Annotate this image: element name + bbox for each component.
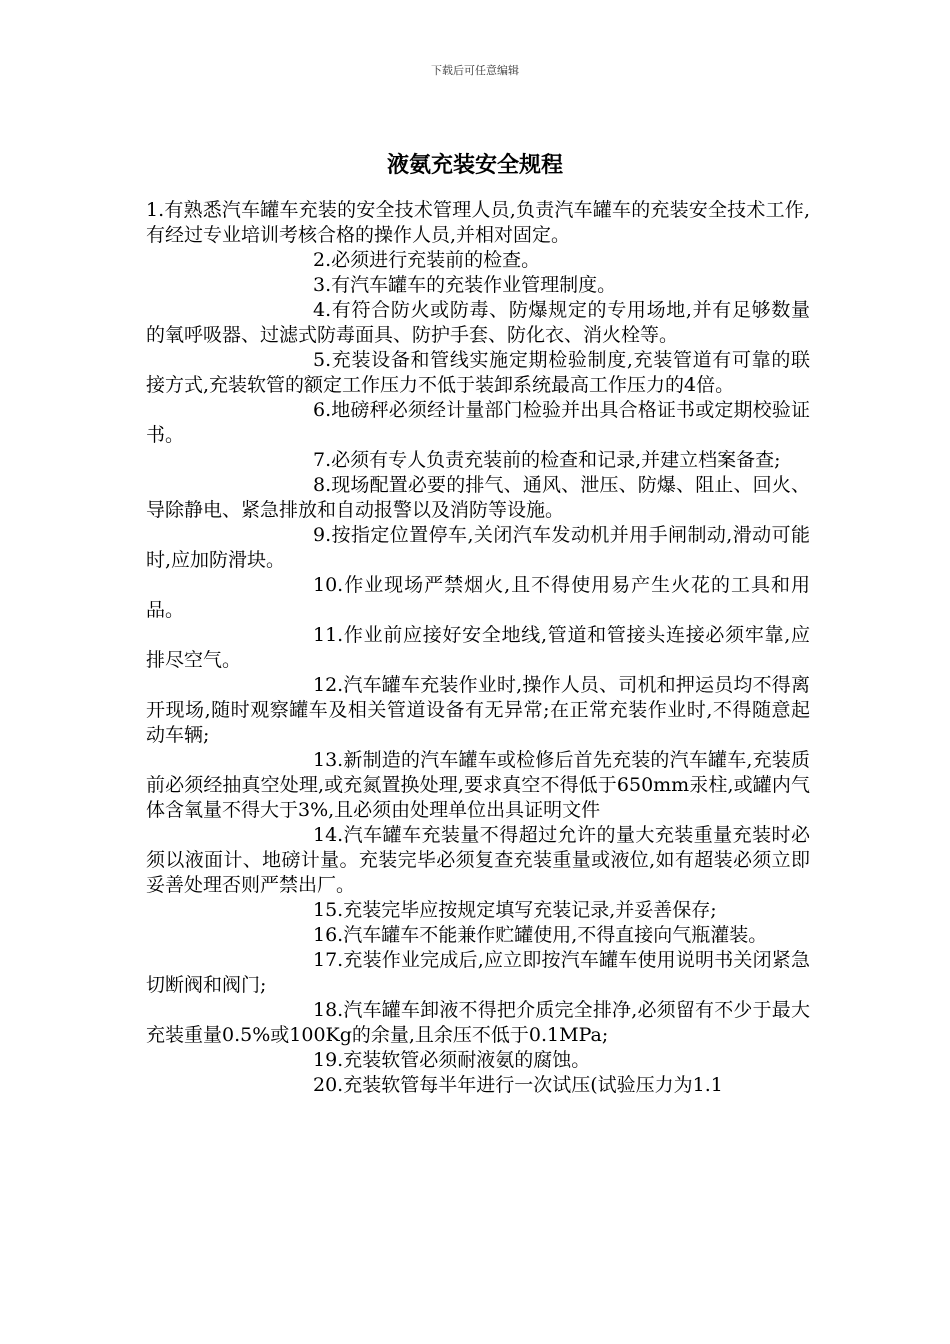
paragraph-18: 18.汽车罐车卸液不得把介质完全排净,必须留有不少于最大充装重量0.5%或100Kg的余量,且余压不低于0.1MPa; [146, 999, 810, 1046]
paragraph-12: 12.汽车罐车充装作业时,操作人员、司机和押运员均不得离开现场,随时观察罐车及相关管道设备有无异常;在正常充装作业时,不得随意起动车辆; [146, 674, 810, 746]
paragraph-1: 1.有熟悉汽车罐车充装的安全技术管理人员,负责汽车罐车的充装安全技术工作,有经过专业培训考核合格的操作人员,并相对固定。 [146, 199, 810, 246]
paragraph-16: 16.汽车罐车不能兼作贮罐使用,不得直接向气瓶灌装。 [313, 924, 768, 946]
paragraph-2: 2.必须进行充装前的检查。 [313, 249, 541, 271]
paragraph-17: 17.充装作业完成后,应立即按汽车罐车使用说明书关闭紧急切断阀和阀门; [146, 949, 810, 996]
document-body [146, 198, 810, 1098]
paragraph-5: 5.充装设备和管线实施定期检验制度,充装管道有可靠的联接方式,充装软管的额定工作压力不低于装卸系统最高工作压力的4倍。 [146, 349, 810, 396]
paragraph-6: 6.地磅秤必须经计量部门检验并出具合格证书或定期校验证书。 [146, 399, 810, 446]
header-note: 下载后可任意编辑 [431, 64, 519, 77]
paragraph-7: 7.必须有专人负责充装前的检查和记录,并建立档案备查; [313, 449, 781, 471]
paragraph-19: 19.充装软管必须耐液氨的腐蚀。 [313, 1049, 591, 1071]
paragraph-3: 3.有汽车罐车的充装作业管理制度。 [313, 274, 617, 296]
paragraph-15: 15.充装完毕应按规定填写充装记录,并妥善保存; [313, 899, 717, 921]
page-title: 液氨充装安全规程 [386, 153, 563, 178]
paragraph-9: 9.按指定位置停车,关闭汽车发动机并用手闸制动,滑动可能时,应加防滑块。 [146, 524, 810, 571]
paragraph-4: 4.有符合防火或防毒、防爆规定的专用场地,并有足够数量的氧呼吸器、过滤式防毒面具、防护手套、防化衣、消火栓等。 [146, 299, 810, 346]
paragraph-11: 11.作业前应接好安全地线,管道和管接头连接必须牢靠,应排尽空气。 [146, 624, 810, 671]
paragraph-14: 14.汽车罐车充装量不得超过允许的量大充装重量充装时必须以液面计、地磅计量。充装完毕必须复查充装重量或液位,如有超装必须立即妥善处理否则严禁出厂。 [146, 824, 810, 896]
paragraph-8: 8.现场配置必要的排气、通风、泄压、防爆、阻止、回火、导除静电、紧急排放和自动报警以及消防等设施。 [146, 474, 810, 521]
paragraph-10: 10.作业现场严禁烟火,且不得使用易产生火花的工具和用品。 [146, 574, 810, 621]
paragraph-20: 20.充装软管每半年进行一次试压(试验压力为1.1 [313, 1074, 723, 1096]
paragraph-13: 13.新制造的汽车罐车或检修后首先充装的汽车罐车,充装质前必须经抽真空处理,或充氮置换处理,要求真空不得低于650mm汞柱,或罐内气体含氧量不得大于3%,且必须由处理单位出具证明文件 [146, 749, 810, 821]
